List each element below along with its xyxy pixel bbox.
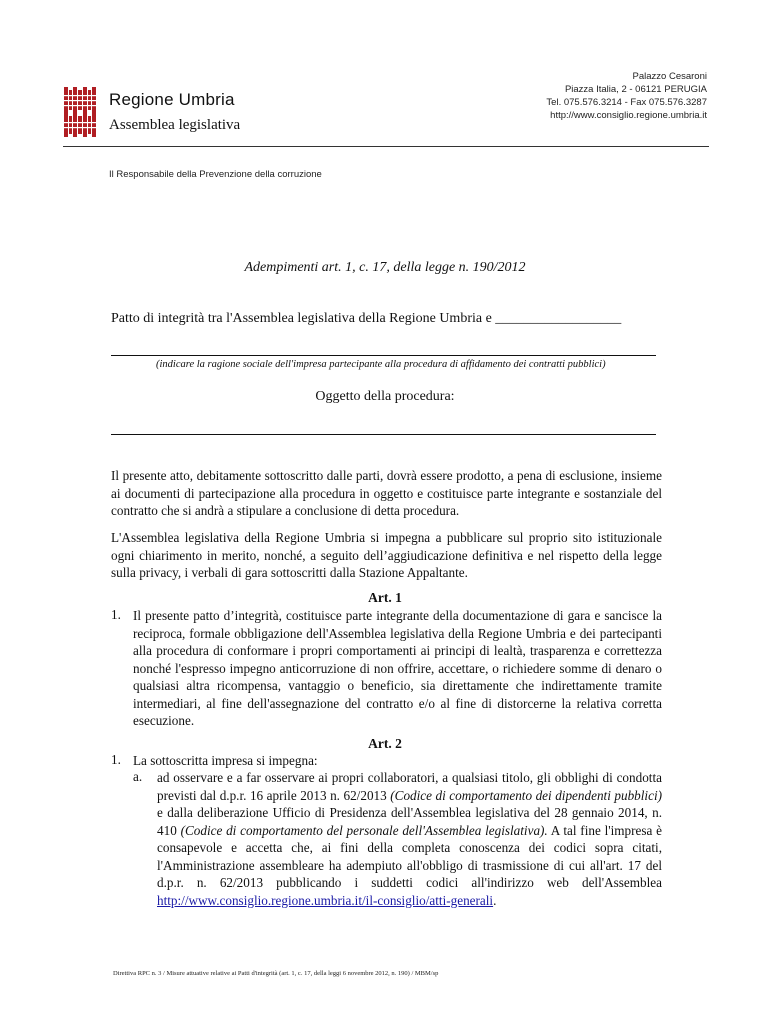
intro-paragraph: L'Assemblea legislativa della Regione Umbria si impegna a pubblicare sul proprio sito istituzionale ogni chiarimento in merito, nonché, a seguito dell’aggiudicazione definitiva e nel rispetto della legge sulla privacy, i verbali di gara sottoscritti dalla Stazione Appaltante.	[111, 530, 662, 580]
document-subject: Adempimenti art. 1, c. 17, della legge n. 190/2012	[244, 260, 526, 275]
art2-sub-text-part: e dalla deliberazione Ufficio di Presidenza dell'Assemblea legislativa del 28 gennaio 2014, n. 410	[157, 805, 662, 838]
intro-paragraph: Il presente atto, debitamente sottoscritto dalle parti, dovrà essere prodotto, a pena di esclusione, insieme ai documenti di partecipazione alla procedura in oggetto e costituisce parte integrante e sostanziale del contratto che si andrà a stipulare a conclusione di detta procedura.	[111, 468, 662, 518]
page-footer: Direttiva RPC n. 3 / Misure attuative relative ai Patti d'integrità (art. 1, c. 17, della leggi 6 novembre 2012, n. 190) / MBM/sp	[113, 970, 439, 977]
address-line: Piazza Italia, 2 - 06121 PERUGIA	[564, 84, 707, 95]
art2-item-text: La sottoscritta impresa si impegna:	[133, 753, 318, 768]
art2-sub-letter: a.	[133, 769, 143, 784]
art2-sub-text	[157, 769, 662, 909]
logo-title: Regione Umbria	[109, 90, 235, 109]
oggetto-blank-line	[111, 434, 656, 435]
indicare-note: (indicare la ragione sociale dell'impresa partecipante alla procedura di affidamento dei contratti pubblici)	[156, 359, 606, 370]
art2-sub-italic: (Codice di comportamento dei dipendenti pubblici)	[390, 787, 663, 803]
art2-sub-text-part: A tal fine l'impresa è consapevole e accetta che, ai fini della completa conoscenza dei codici sopra citati, l'Amministrazione assembleare ha adempiuto all'obbligo di trasmissione di cui all'art. 17 del d.p.r. n. 62/2013 pubblicando i suddetti codici all'indirizzo web dell'Assemblea	[157, 822, 662, 890]
art2-title: Art. 2	[368, 736, 402, 751]
art2-sub-text-part: ad osservare e a far osservare ai propri collaboratori, a qualsiasi titolo, gli obblighi di condotta previsti dal d.p.r. 16 aprile 2013 n. 62/2013	[157, 770, 662, 803]
logo-subtitle: Assemblea legislativa	[109, 117, 241, 133]
regione-umbria-logo-icon	[63, 86, 97, 138]
address-website[interactable]: http://www.consiglio.regione.umbria.it	[550, 110, 707, 121]
art1-item-number: 1.	[111, 607, 121, 622]
art2-sub-italic: (Codice di comportamento del personale dell'Assemblea legislativa).	[180, 822, 548, 838]
art1-item-text: Il presente patto d’integrità, costituisce parte integrante della documentazione di gara e sancisce la reciproca, formale obbligazione dell'Assemblea legislativa della Regione Umbria e dei partecipanti alla procedura di conformare i propri comportamenti ai principi di lealtà, trasparenza e correttezza nonché l'espresso impegno anticorruzione di non offrire, accettare, o richiedere somme di denaro o qualsiasi altra ricompensa, vantaggio o beneficio, sia direttamente che indirettamente tramite intermediari, al fine dell'assegnazione del contratto e/o al fine di distorcerne la relativa corretta esecuzione.	[133, 608, 662, 728]
header-divider	[63, 146, 709, 147]
oggetto-label: Oggetto della procedura:	[315, 389, 455, 404]
address-line: Tel. 075.576.3214 - Fax 075.576.3287	[546, 97, 707, 108]
art1-title: Art. 1	[368, 590, 402, 605]
address-block	[546, 70, 707, 122]
art2-item-number: 1.	[111, 752, 121, 767]
atti-generali-link[interactable]: http://www.consiglio.regione.umbria.it/il-consiglio/atti-generali	[157, 892, 494, 908]
art2-sub-end: .	[493, 892, 497, 908]
responsabile-label: Il Responsabile della Prevenzione della corruzione	[109, 169, 322, 180]
patto-line: Patto di integrità tra l'Assemblea legislativa della Regione Umbria e __________________	[111, 311, 622, 326]
address-line: Palazzo Cesaroni	[632, 71, 707, 82]
company-name-blank-line	[111, 355, 656, 356]
